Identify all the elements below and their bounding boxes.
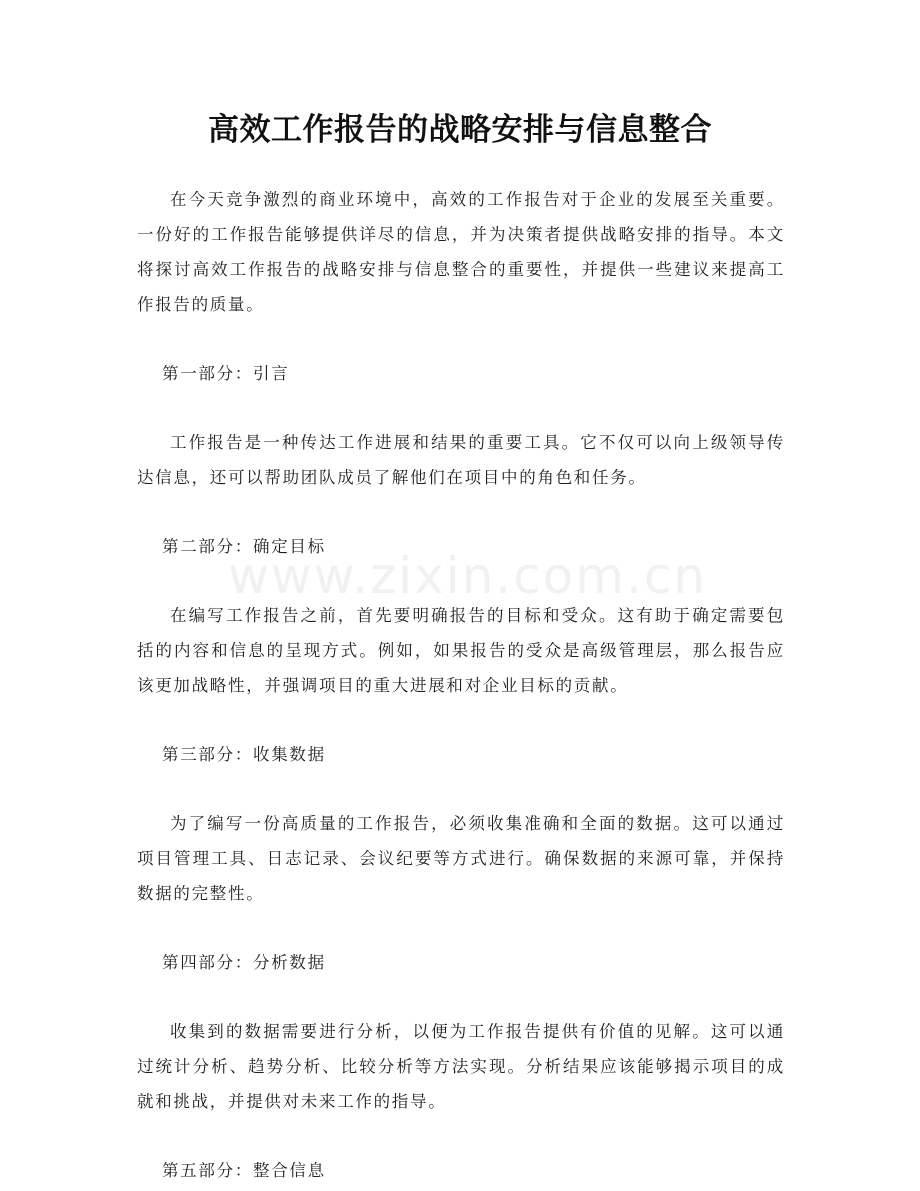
- document-title: 高效工作报告的战略安排与信息整合: [208, 112, 712, 148]
- document-body: [137, 182, 785, 1188]
- section-paragraph-2: 在编写工作报告之前，首先要明确报告的目标和受众。这有助于确定需要包括的内容和信息的呈现方式。例如，如果报告的受众是高级管理层，那么报告应该更加战略性，并强调项目的重大进展和对企业目标的贡献。: [137, 606, 785, 695]
- section-heading-1: 第一部分：引言: [162, 364, 290, 383]
- section-heading-4: 第四部分：分析数据: [162, 953, 326, 972]
- section-heading-3: 第三部分：收集数据: [162, 745, 326, 764]
- section-heading-2: 第二部分：确定目标: [162, 537, 326, 556]
- section-paragraph-1: 工作报告是一种传达工作进展和结果的重要工具。它不仅可以向上级领导传达信息，还可以帮助团队成员了解他们在项目中的角色和任务。: [137, 433, 785, 487]
- section-heading-5: 第五部分：整合信息: [162, 1161, 326, 1180]
- section-paragraph-4: 收集到的数据需要进行分析，以便为工作报告提供有价值的见解。这可以通过统计分析、趋势分析、比较分析等方法实现。分析结果应该能够揭示项目的成就和挑战，并提供对未来工作的指导。: [137, 1022, 785, 1111]
- intro-paragraph: 在今天竞争激烈的商业环境中，高效的工作报告对于企业的发展至关重要。一份好的工作报告能够提供详尽的信息，并为决策者提供战略安排的指导。本文将探讨高效工作报告的战略安排与信息整合的重要性，并提供一些建议来提高工作报告的质量。: [137, 190, 785, 314]
- section-paragraph-3: 为了编写一份高质量的工作报告，必须收集准确和全面的数据。这可以通过项目管理工具、日志记录、会议纪要等方式进行。确保数据的来源可靠，并保持数据的完整性。: [137, 814, 785, 903]
- watermark-text: www.zixin.com.cn: [228, 547, 708, 605]
